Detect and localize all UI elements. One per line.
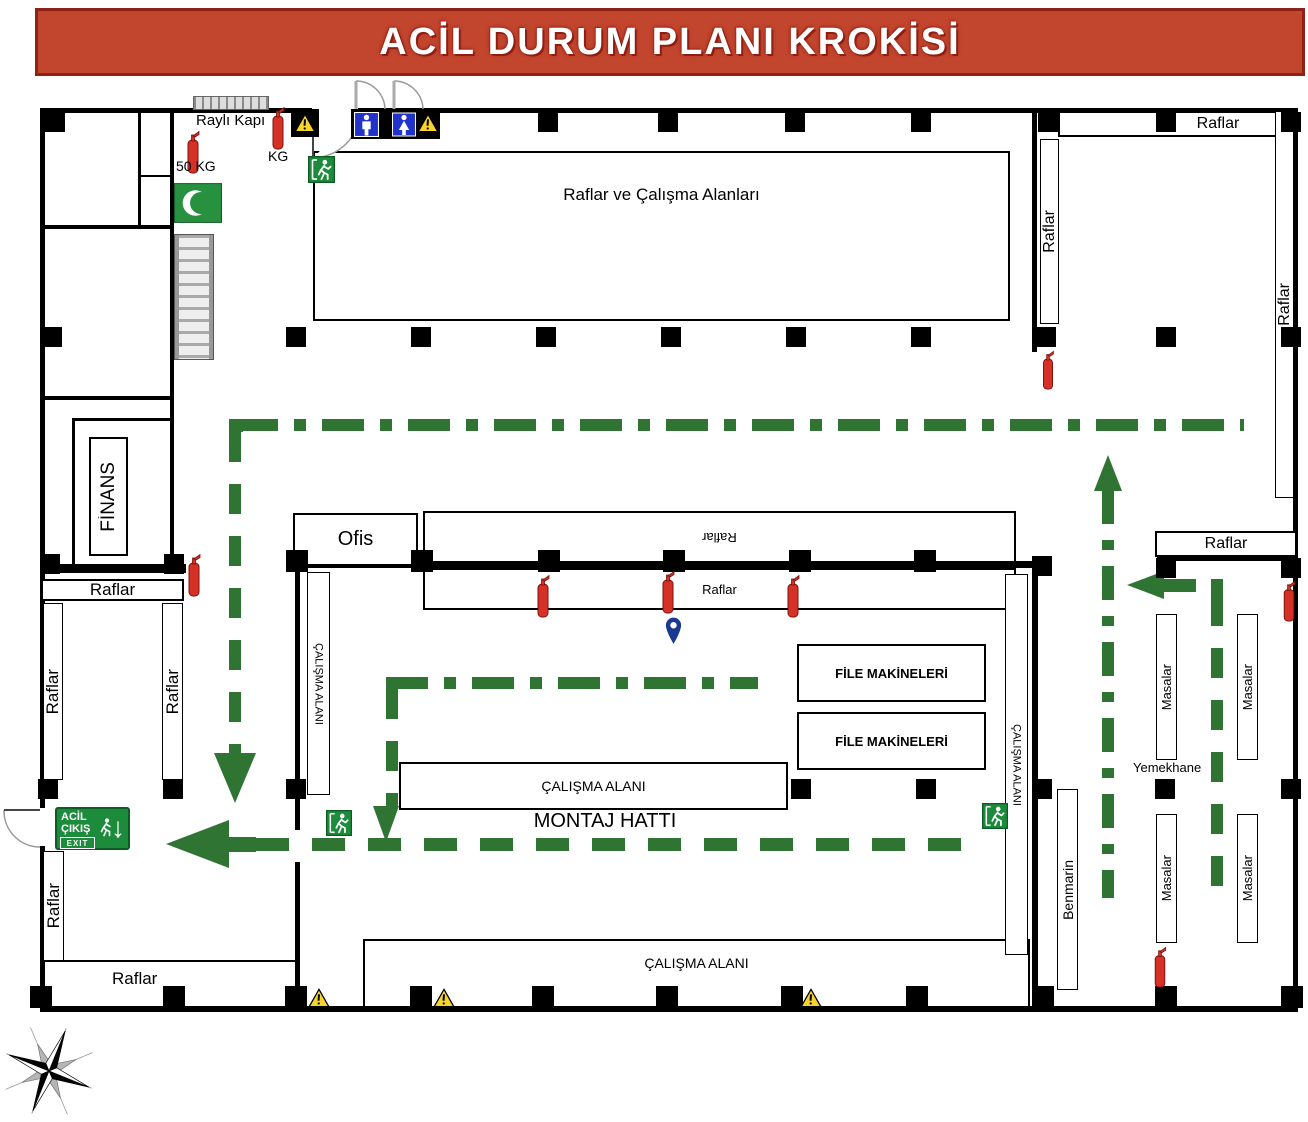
column: [411, 550, 433, 572]
room-label: Ofis: [337, 528, 374, 550]
room-label: FİNANS: [97, 461, 119, 532]
stairs: [175, 235, 213, 359]
area-label: ÇALIŞMA ALANI: [541, 778, 646, 794]
column: [916, 779, 936, 799]
exit-runner-icon: [982, 802, 1008, 830]
column: [1281, 327, 1301, 347]
column: [906, 986, 928, 1008]
label-50kg: [176, 158, 216, 174]
shelf-raflar-left-v2: [162, 603, 183, 780]
column: [789, 550, 811, 572]
area-file-makineleri-2: [797, 712, 986, 770]
door-arc: [0, 804, 41, 850]
emergency-exit-sign: [55, 807, 130, 850]
fire-extinguisher-icon: [271, 106, 285, 150]
shelf-label: Raflar: [1204, 535, 1248, 552]
exit-runner-icon: [308, 155, 335, 184]
warning-icon: [294, 113, 316, 133]
shelf-label: Raflar: [1196, 115, 1240, 132]
column: [914, 550, 936, 572]
area-file-makineleri-1: [797, 644, 986, 702]
column: [1032, 986, 1054, 1008]
route-arrow-left-icon: [166, 820, 229, 868]
exit-runner-icon: [326, 809, 352, 837]
column: [663, 550, 685, 572]
exit-sign-text: ACİL: [61, 811, 87, 823]
shelf-label: Raflar: [43, 668, 62, 715]
area-calisma-bottom: [363, 939, 1030, 1008]
warning-icon: [308, 988, 330, 1008]
fire-extinguisher-icon: [1153, 946, 1167, 988]
column: [1036, 327, 1056, 347]
door-arc: [353, 79, 388, 110]
route-mid-vertical: [386, 689, 398, 806]
wall-segment: [42, 960, 297, 962]
shelf-label: Raflar: [89, 580, 136, 599]
column: [411, 327, 431, 347]
column: [1156, 558, 1176, 578]
exit-sign-text: EXIT: [60, 837, 95, 849]
area-label: Benmarin: [1059, 859, 1076, 920]
wall-segment: [295, 862, 300, 992]
shelf-label: Raflar: [43, 883, 63, 929]
exit-sign-text: ÇIKIŞ: [61, 823, 91, 835]
shelf-label: Raflar: [702, 529, 737, 545]
column: [285, 986, 307, 1008]
route-arrow-down-icon: [373, 806, 399, 842]
shelf-raflar-right-h2: [1155, 531, 1297, 557]
fire-extinguisher-icon: [786, 574, 800, 618]
column: [286, 550, 308, 572]
table-masalar-4: [1237, 814, 1258, 943]
column: [286, 327, 306, 347]
column: [163, 986, 185, 1008]
route-right-vertical-1: [1102, 490, 1114, 898]
wall-segment: [138, 108, 141, 227]
wall-segment: [40, 396, 172, 400]
location-pin-icon: [664, 615, 683, 646]
column: [1038, 112, 1058, 132]
column: [538, 550, 560, 572]
area-benmarin: [1057, 789, 1078, 990]
wall-segment: [1032, 108, 1037, 352]
column: [532, 986, 554, 1008]
warning-icon: [433, 988, 455, 1008]
area-label: Raflar ve Çalışma Alanları: [563, 185, 760, 204]
wall-segment: [40, 225, 174, 229]
wall-segment: [72, 418, 75, 568]
label-rayli-kapi: [196, 112, 265, 129]
column: [1032, 779, 1052, 799]
compass-rose-icon: [0, 1022, 98, 1120]
table-masalar-2: [1237, 614, 1258, 760]
column: [410, 986, 432, 1008]
wc-male-icon: [354, 112, 379, 137]
shelf-raflar-left-v1: [43, 603, 63, 780]
fire-extinguisher-icon: [1282, 580, 1296, 622]
shelf-label: Raflar: [702, 581, 737, 597]
table-label: Masalar: [1159, 663, 1174, 711]
column: [785, 112, 805, 132]
column: [661, 327, 681, 347]
warning-icon: [800, 988, 822, 1008]
area-label: MONTAJ HATTI: [533, 810, 677, 832]
label-kg: [268, 148, 288, 164]
column: [656, 986, 678, 1008]
table-label: Masalar: [1159, 855, 1174, 902]
area-label: ÇALIŞMA ALANI: [644, 955, 749, 971]
area-label: ÇALIŞMA ALANI: [312, 642, 325, 725]
shelf-label: Raflar: [112, 969, 158, 988]
extinguisher-label: KG: [268, 148, 289, 164]
shelf-label: Raflar: [1040, 210, 1058, 253]
door-arc: [391, 79, 426, 110]
rail-door: [193, 96, 269, 110]
column: [1155, 986, 1177, 1008]
column: [1281, 112, 1301, 132]
table-masalar-3: [1156, 814, 1177, 943]
shelf-raflar-top-right-v: [1040, 139, 1059, 324]
route-arrow-down-icon: [214, 753, 256, 803]
label-montaj-hatti: [520, 810, 690, 833]
column: [911, 112, 931, 132]
column: [536, 327, 556, 347]
route-corner: [1211, 579, 1223, 599]
shelf-raflar-left-v3: [43, 851, 64, 961]
column: [1281, 558, 1301, 578]
fire-extinguisher-icon: [536, 574, 550, 618]
shelf-raflar-far-right-v: [1275, 111, 1294, 498]
column: [1281, 986, 1303, 1008]
route-corner: [229, 419, 243, 432]
page-title: ACİL DURUM PLANI KROKİSİ: [379, 20, 961, 63]
table-masalar-1: [1156, 614, 1177, 760]
extinguisher-label: 50 KG: [176, 158, 216, 174]
column: [42, 327, 62, 347]
area-raflar-calisma: [313, 151, 1010, 321]
route-mid-horizontal: [386, 677, 758, 689]
column: [286, 779, 306, 799]
strip-calisma-left: [307, 572, 330, 795]
table-label: Masalar: [1240, 663, 1255, 711]
column: [1156, 327, 1176, 347]
column: [1156, 112, 1176, 132]
column: [791, 779, 811, 799]
strip-calisma-right: [1005, 574, 1028, 955]
down-arrow-icon: ↓: [111, 812, 125, 843]
title-banner: [35, 8, 1305, 76]
column: [658, 112, 678, 132]
column: [1032, 556, 1052, 576]
shelf-label: Raflar: [162, 668, 182, 715]
fire-extinguisher-icon: [661, 570, 675, 614]
column: [164, 554, 184, 574]
shelf-raflar-left-h: [41, 579, 184, 601]
fire-extinguisher-icon: [187, 553, 201, 597]
warning-icon: [417, 113, 439, 133]
column: [40, 554, 60, 574]
column: [163, 779, 183, 799]
shelf-label: Raflar: [1275, 283, 1293, 326]
wall-segment: [170, 108, 174, 570]
shelf-raflar-mid-lower: [423, 568, 1016, 610]
route-right-vertical-2: [1211, 596, 1223, 898]
door-label: Raylı Kapı: [196, 112, 266, 129]
area-label: Yemekhane: [1133, 760, 1202, 775]
wall-segment: [138, 175, 172, 177]
column: [786, 327, 806, 347]
route-montaj-horizontal: [256, 838, 964, 851]
area-label: FİLE MAKİNELERİ: [835, 665, 948, 681]
column: [1155, 779, 1175, 799]
shelf-raflar-bottom-left-label: [112, 969, 157, 989]
table-label: Masalar: [1240, 855, 1255, 902]
column: [30, 986, 52, 1008]
route-left-vertical: [229, 432, 241, 753]
wc-female-icon: [392, 112, 416, 137]
room-ofis: [293, 513, 418, 566]
route-arrow-tail: [229, 837, 256, 852]
label-yemekhane: [1133, 760, 1201, 775]
column: [911, 327, 931, 347]
fire-extinguisher-icon: [1041, 350, 1055, 390]
column: [45, 112, 65, 132]
green-crescent-icon: [174, 183, 222, 223]
area-label: ÇALIŞMA ALANI: [1010, 723, 1023, 806]
room-finans-label: [89, 437, 128, 556]
route-arrow-up-icon: [1094, 455, 1122, 491]
area-calisma-mid: [399, 762, 788, 810]
route-main-corridor: [236, 419, 1244, 431]
wall-segment: [72, 418, 172, 421]
column: [38, 779, 58, 799]
area-label: FİLE MAKİNELERİ: [835, 733, 948, 749]
column: [538, 112, 558, 132]
column: [1281, 779, 1301, 799]
